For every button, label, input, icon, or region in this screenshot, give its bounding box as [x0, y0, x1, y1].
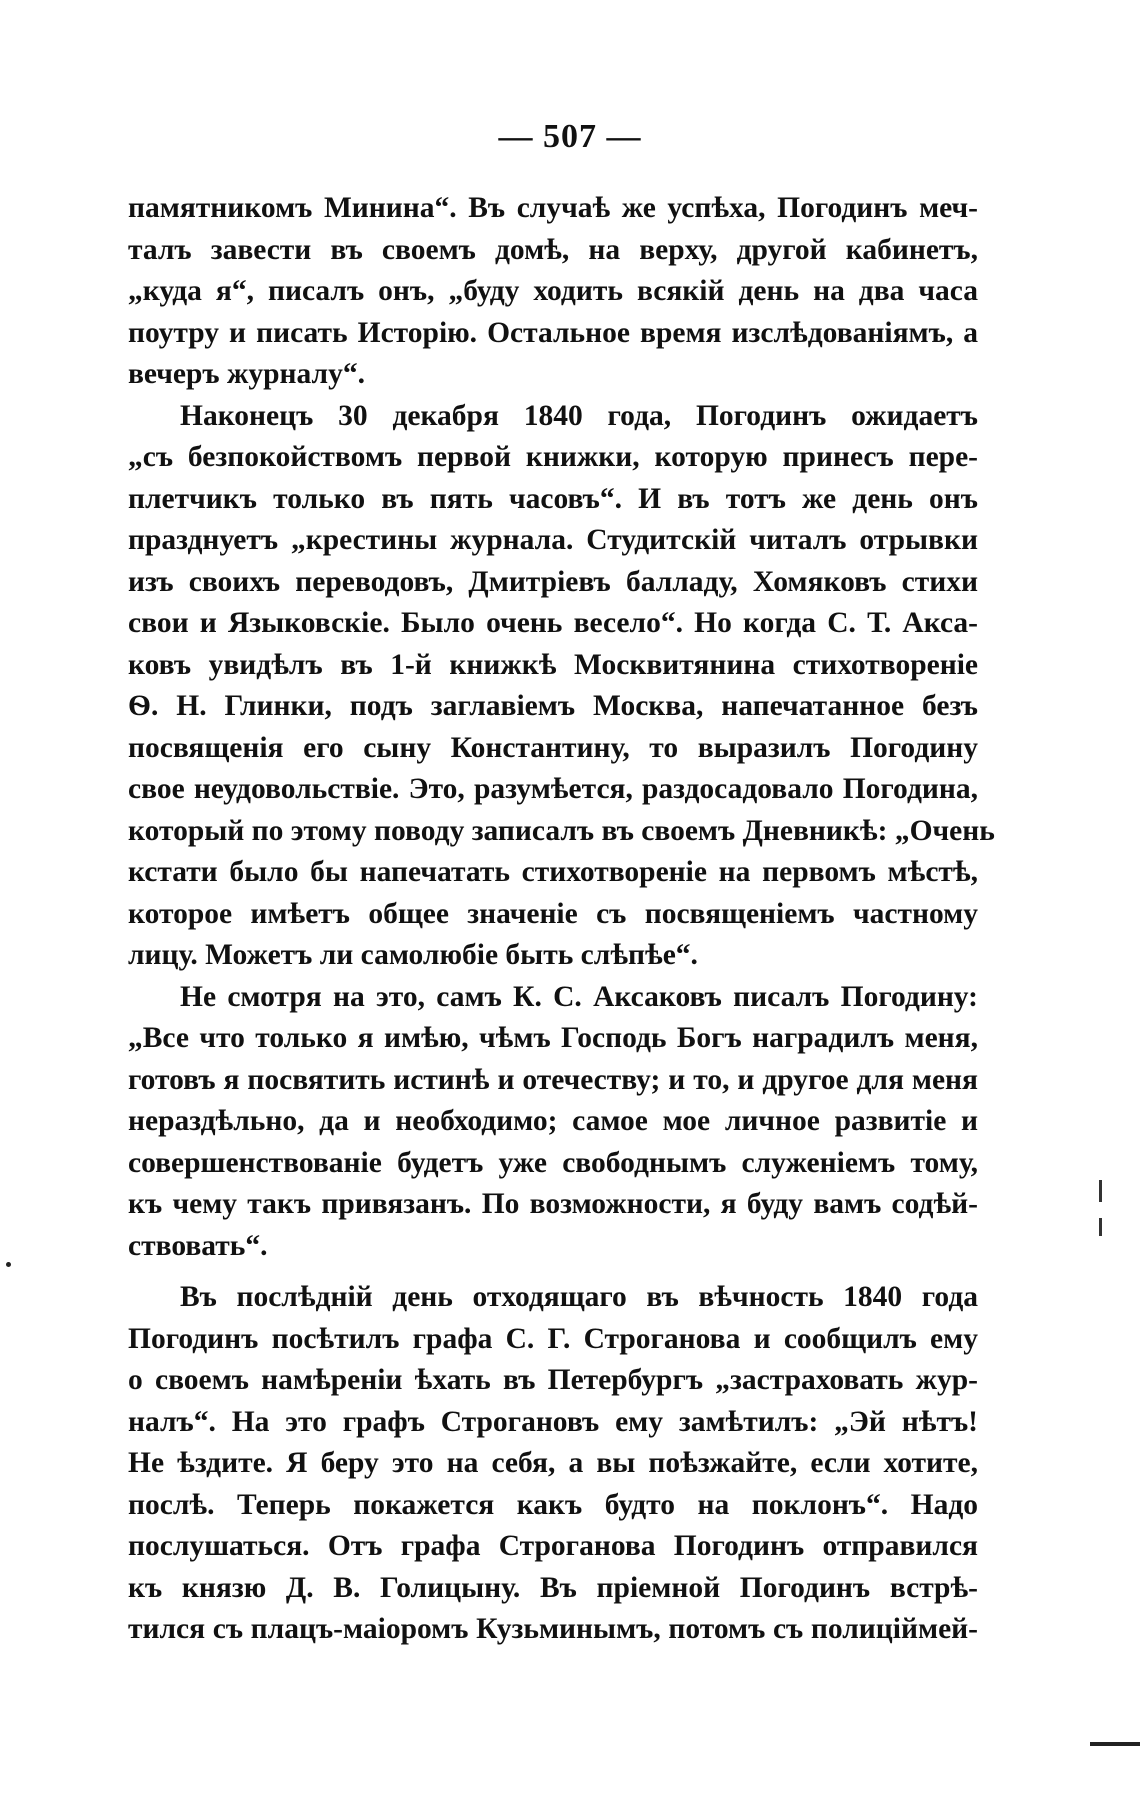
- text-line: поутру и писать Исторію. Остальное время изслѣдованіямъ, а: [128, 316, 978, 349]
- text-line: Погодинъ посѣтилъ графа С. Г. Строганова и сообщилъ ему: [128, 1322, 978, 1355]
- text-line: совершенствованіе будетъ уже свободнымъ служеніемъ тому,: [128, 1146, 978, 1179]
- text-line: талъ завести въ своемъ домѣ, на верху, другой кабинетъ,: [128, 233, 978, 266]
- text-line: готовъ я посвятить истинѣ и отечеству; и то, и другое для меня: [128, 1063, 978, 1096]
- text-line: лицу. Можетъ ли самолюбіе быть слѣпѣе“.: [128, 939, 698, 971]
- text-line: которое имѣетъ общее значеніе съ посвященіемъ частному: [128, 897, 978, 930]
- text-line: который по этому поводу записалъ въ своемъ Дневникѣ: „Очень: [128, 814, 995, 847]
- margin-tick: [1099, 1218, 1102, 1236]
- text-line: вечеръ журналу“.: [128, 358, 365, 390]
- margin-tick: [1099, 1180, 1102, 1202]
- text-line: Не ѣздите. Я беру это на себя, а вы поѣзжайте, если хотите,: [128, 1447, 978, 1479]
- text-line: ствовать“.: [128, 1229, 268, 1262]
- text-line: ковъ увидѣлъ въ 1-й книжкѣ Москвитянина стихотвореніе: [128, 648, 978, 681]
- page-number: — 507 —: [498, 118, 642, 155]
- edge-rule: [1090, 1742, 1140, 1746]
- text-line: тился съ плацъ-маіоромъ Кузьминымъ, потомъ съ полиціймей-: [128, 1613, 978, 1645]
- margin-speck: [6, 1262, 11, 1267]
- text-line: „Все что только я имѣю, чѣмъ Господь Богъ наградилъ меня,: [128, 1022, 978, 1054]
- text-line: послушаться. Отъ графа Строганова Погодинъ отправился: [128, 1530, 978, 1562]
- text-line: Не смотря на это, самъ К. С. Аксаковъ писалъ Погодину:: [180, 980, 978, 1013]
- text-line: къ князю Д. В. Голицыну. Въ пріемной Погодинъ встрѣ-: [128, 1571, 978, 1604]
- text-line: плетчикъ только въ пять часовъ“. И въ тотъ же день онъ: [128, 482, 978, 515]
- text-line: „куда я“, писалъ онъ, „буду ходить всякій день на два часа: [128, 275, 978, 307]
- text-line: къ чему такъ привязанъ. По возможности, я буду вамъ содѣй-: [128, 1188, 978, 1220]
- text-line: изъ своихъ переводовъ, Дмитріевъ балладу, Хомяковъ стихи: [128, 565, 978, 598]
- paragraph-gap: [128, 1267, 978, 1277]
- body-text: [128, 188, 995, 1651]
- text-line: нераздѣльно, да и необходимо; самое мое личное развитіе и: [128, 1105, 978, 1137]
- text-line: свои и Языковскіе. Было очень весело“. Но когда С. Т. Акса-: [128, 607, 978, 639]
- text-line: кстати было бы напечатать стихотвореніе на первомъ мѣстѣ,: [128, 856, 978, 888]
- text-line: празднуетъ „крестины журнала. Студитскій читалъ отрывки: [128, 524, 978, 556]
- text-line: свое неудовольствіе. Это, разумѣется, раздосадовало Погодина,: [128, 773, 978, 805]
- text-line: налъ“. На это графъ Строгановъ ему замѣтилъ: „Эй нѣтъ!: [128, 1405, 978, 1438]
- text-line: „съ безпокойствомъ первой книжки, которую принесъ пере-: [128, 441, 978, 473]
- text-line: Ѳ. Н. Глинки, подъ заглавіемъ Москва, напечатанное безъ: [128, 690, 978, 722]
- text-line: послѣ. Теперь покажется какъ будто на поклонъ“. Надо: [128, 1488, 978, 1521]
- text-line: Въ послѣдній день отходящаго въ вѣчность 1840 года: [180, 1281, 978, 1313]
- text-line: Наконецъ 30 декабря 1840 года, Погодинъ ожидаетъ: [180, 399, 978, 432]
- text-line: памятникомъ Минина“. Въ случаѣ же успѣха, Погодинъ меч-: [128, 192, 978, 224]
- text-line: о своемъ намѣреніи ѣхать въ Петербургъ „застраховать жур-: [128, 1364, 978, 1396]
- text-line: посвященія его сыну Константину, то выразилъ Погодину: [128, 731, 978, 764]
